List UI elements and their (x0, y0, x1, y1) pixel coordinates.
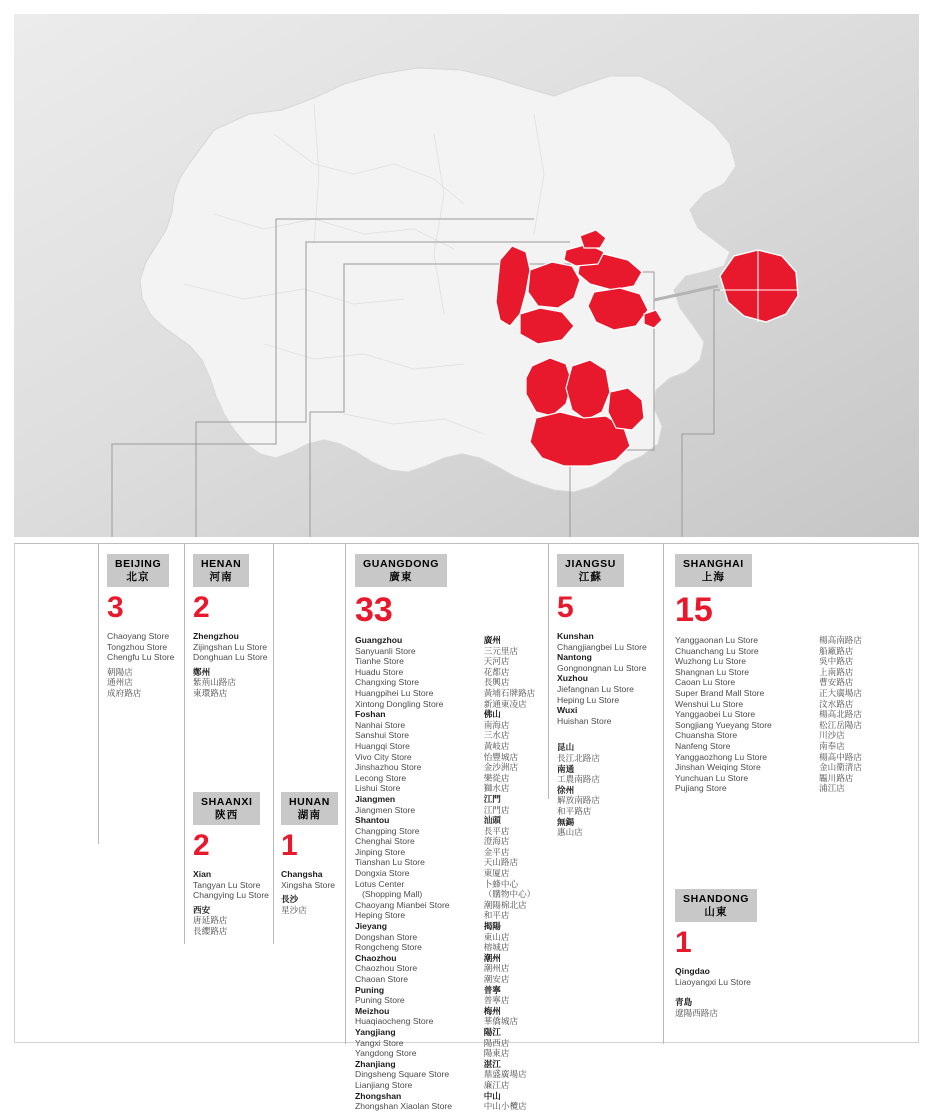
list-item-city: 昆山 (557, 742, 575, 753)
store-list-shanghai-en (675, 635, 805, 794)
column-shanghai (675, 554, 905, 794)
province-tag-guangdong-cn: 廣東 (389, 571, 413, 583)
store-count-jiangsu: 5 (557, 591, 574, 624)
list-item: Huangqi Store (355, 740, 410, 751)
store-list-jiangsu-en (557, 631, 661, 726)
list-item: 黃埔石牌路店 (483, 687, 536, 698)
list-item: Pujiang Store (675, 783, 727, 794)
list-item: Shangnan Lu Store (675, 666, 750, 677)
list-item: 黃岐店 (483, 740, 510, 751)
list-item: Chaoyang Store (107, 631, 170, 641)
list-item-city: Zhanjiang (355, 1058, 396, 1069)
store-list-shandong (675, 966, 795, 987)
divider-jiangsu-left (548, 544, 549, 799)
list-item: 楊高北路店 (819, 709, 862, 720)
list-item: Chaoyang Mianbei Store (355, 899, 450, 910)
list-item-city: 湛江 (483, 1058, 501, 1069)
list-item: 星沙店 (281, 904, 307, 915)
list-item: 朝陽店 (107, 666, 133, 677)
list-item: Songjiang Yueyang Store (675, 719, 772, 730)
list-item: Caoan Lu Store (675, 677, 736, 688)
column-shandong (675, 889, 795, 1018)
list-item: Wuzhong Lu Store (675, 656, 747, 667)
store-list-hunan-cn (281, 894, 343, 915)
list-item: Yanggaozhong Lu Store (675, 751, 768, 762)
column-shaanxi (193, 792, 273, 937)
list-item: Yanggaobei Lu Store (675, 709, 756, 720)
list-item: Chuansha Store (675, 730, 738, 741)
province-tag-guangdong-en: GUANGDONG (363, 558, 439, 570)
list-item-city: Zhengzhou (193, 631, 239, 641)
list-item: 吳中路店 (819, 656, 854, 667)
store-count-shaanxi: 2 (193, 829, 210, 862)
list-item: 三元里店 (483, 645, 519, 656)
list-item: 遼陽西路店 (675, 1007, 718, 1018)
divider-beijing-left (98, 544, 99, 844)
list-item: 江門店 (483, 804, 510, 815)
list-item: Liaoyangxi Lu Store (675, 976, 751, 987)
list-item: 汶水路店 (819, 698, 854, 709)
province-tag-shanghai-cn: 上海 (701, 571, 726, 583)
list-item: 東環路店 (193, 687, 228, 698)
province-tag-shandong-cn: 山東 (704, 906, 728, 918)
list-item-city: Shantou (355, 815, 390, 826)
list-item: 通州店 (107, 677, 133, 688)
list-item: 陽西店 (483, 1037, 510, 1048)
list-item-city: 中山 (483, 1090, 501, 1101)
list-item: Donghuan Lu Store (193, 652, 268, 663)
store-list-henan (193, 631, 273, 663)
list-item: Huaqiaocheng Store (355, 1016, 434, 1027)
list-item: Chuanchang Lu Store (675, 645, 759, 656)
list-item: Lecong Store (355, 772, 407, 783)
list-item: 鼎盛廣場店 (483, 1069, 527, 1080)
list-item: 獅水店 (483, 783, 510, 794)
list-item: Vivo City Store (355, 751, 412, 762)
province-tag-henan-en: HENAN (201, 558, 242, 570)
list-item: Puning Store (355, 995, 405, 1006)
list-item: 東山店 (483, 931, 510, 942)
province-tag-beijing (107, 554, 169, 587)
list-item: Changying Lu Store (193, 890, 269, 901)
province-tag-shandong (675, 889, 757, 922)
list-item: Yangdong Store (355, 1048, 417, 1059)
list-item: Huangpihei Lu Store (355, 687, 434, 698)
list-item: Lianjiang Store (355, 1079, 413, 1090)
divider-shaanxi-left (184, 784, 185, 944)
list-item-city: Wuxi (557, 705, 578, 716)
list-item-city: 青島 (675, 997, 693, 1008)
list-item-city: Jiangmen (355, 793, 396, 804)
list-item: Nanfeng Store (675, 740, 731, 751)
list-item: 解放南路店 (557, 795, 600, 806)
list-item: 上南路店 (819, 666, 854, 677)
list-item: （購物中心） (483, 889, 536, 900)
list-item: 潮安店 (483, 974, 510, 984)
list-item-city: Guangzhou (355, 635, 403, 645)
list-item: 金平店 (483, 846, 510, 857)
list-item: Jinping Store (355, 846, 406, 857)
list-item: 卜蜂中心 (483, 878, 519, 889)
list-item: 廉江店 (483, 1079, 510, 1090)
list-item: 三水店 (483, 730, 510, 741)
list-item: 潮州店 (483, 963, 510, 974)
list-item-city: 江門 (483, 793, 501, 804)
list-item: 曹安路店 (819, 677, 854, 688)
list-item-city: Chaozhou (355, 952, 397, 963)
list-item: Wenshui Lu Store (675, 698, 744, 709)
list-item: Dongshan Store (355, 931, 418, 942)
province-tag-guangdong (355, 554, 447, 587)
column-hunan (281, 792, 343, 915)
store-list-guangdong-cn (484, 635, 545, 1112)
list-item: Zijingshan Lu Store (193, 641, 268, 652)
list-item-city: Yangjiang (355, 1026, 396, 1037)
store-list-guangdong-en (355, 635, 470, 1112)
province-tag-henan-cn: 河南 (209, 571, 233, 583)
list-item-city: 佛山 (483, 709, 501, 720)
list-item: (Shopping Mall) (362, 889, 423, 900)
province-tag-jiangsu (557, 554, 624, 587)
store-list-beijing (107, 631, 185, 663)
list-item: 華僑城店 (483, 1016, 519, 1027)
list-item: Zhongshan Xiaolan Store (355, 1101, 452, 1112)
divider-shanghai-left (663, 544, 664, 1044)
list-item-city: 陽江 (483, 1026, 501, 1037)
list-item: Changjiangbei Lu Store (557, 641, 647, 652)
province-tag-shanghai-en: SHANGHAI (683, 558, 744, 570)
list-item: Nanhai Store (355, 719, 406, 730)
list-item: 松江岳陽店 (819, 719, 862, 730)
province-tag-beijing-cn: 北京 (126, 571, 150, 583)
list-item-city: 無錫 (557, 816, 575, 827)
province-tag-shandong-en: SHANDONG (683, 893, 750, 905)
store-count-henan: 2 (193, 591, 210, 624)
province-tag-jiangsu-en: JIANGSU (565, 558, 616, 570)
list-item: 中山小欖店 (483, 1101, 527, 1112)
list-item: 潮陽棉北店 (483, 899, 527, 910)
list-item: 工農南路店 (557, 774, 600, 785)
list-item: Changxing Store (355, 677, 420, 688)
list-item-city: 徐州 (557, 784, 575, 795)
list-item: 楊高中路店 (819, 751, 862, 762)
province-tag-henan (193, 554, 249, 587)
province-tag-beijing-en: BEIJING (115, 558, 162, 570)
list-item-city: Jieyang (355, 921, 388, 932)
list-item-city: 潮州 (483, 952, 501, 963)
list-item: 南海店 (483, 719, 510, 730)
list-item: 和平店 (483, 910, 510, 921)
list-item: Tongzhou Store (107, 641, 168, 652)
store-list-shaanxi-cn (193, 905, 273, 937)
store-list-hunan (281, 869, 343, 890)
list-item: Jiangmen Store (355, 804, 416, 815)
list-item: Jinshan Weiqing Store (675, 762, 761, 773)
list-item: 長江北路店 (557, 752, 600, 763)
list-item: Chaozhou Store (355, 963, 418, 974)
list-item: 陽東店 (483, 1048, 510, 1059)
store-list-jiangsu-cn (557, 742, 661, 837)
list-item: Yangxi Store (355, 1037, 404, 1048)
province-tag-hunan-cn: 湖南 (297, 809, 322, 821)
list-item: 正大廣場店 (819, 687, 862, 698)
list-item: 浦江店 (819, 783, 845, 794)
list-item: 唐延路店 (193, 915, 228, 926)
list-item-city: Xian (193, 869, 212, 879)
list-item: 長纓路店 (193, 925, 228, 936)
list-item: 樂從店 (483, 772, 510, 783)
list-item-city: Meizhou (355, 1005, 390, 1016)
list-item-city: Foshan (355, 709, 386, 720)
list-item: Sanyuanli Store (355, 645, 416, 656)
list-item: Huishan Store (557, 715, 612, 726)
china-map-svg (14, 14, 919, 537)
list-item: 船廠路店 (819, 645, 854, 656)
store-count-guangdong: 33 (355, 591, 393, 629)
list-item: Lishui Store (355, 783, 401, 794)
list-item-city: Xuzhou (557, 673, 589, 684)
list-item-city: 南通 (557, 763, 575, 774)
province-tag-shaanxi-cn: 陝西 (215, 809, 239, 821)
list-item-city: 廣州 (483, 635, 501, 645)
list-item: 南奉店 (819, 740, 845, 751)
province-tag-shanghai (675, 554, 752, 587)
list-item: 金山衛清店 (819, 762, 862, 773)
list-item-city: 揭陽 (483, 921, 501, 932)
store-list-shanghai-cn (819, 635, 899, 794)
list-item: Dingsheng Square Store (355, 1069, 450, 1080)
divider-hunan-left (273, 544, 274, 944)
column-jiangsu (557, 554, 661, 838)
store-legend (14, 543, 919, 1112)
store-list-shaanxi (193, 869, 273, 901)
list-item: Xingsha Store (281, 879, 335, 890)
list-item: 川沙店 (819, 730, 845, 741)
list-item: 長興店 (483, 677, 510, 688)
list-item-city: Kunshan (557, 631, 594, 641)
list-item: 花都店 (483, 666, 510, 677)
store-count-shandong: 1 (675, 926, 692, 959)
list-item: 金沙洲店 (483, 762, 519, 773)
list-item: 天河店 (483, 656, 510, 667)
list-item: 楊高南路店 (819, 635, 862, 645)
list-item-city: Zhongshan (355, 1090, 402, 1101)
store-list-shandong-cn (675, 997, 795, 1018)
column-henan (193, 554, 273, 699)
column-guangdong (355, 554, 545, 1112)
list-item: Chenghai Store (355, 836, 415, 847)
list-item: Yanggaonan Lu Store (675, 635, 758, 645)
list-item: Heping Lu Store (557, 694, 620, 705)
list-item-city: Qingdao (675, 966, 710, 976)
list-item: Rongcheng Store (355, 942, 422, 953)
list-item: 東厦店 (483, 868, 510, 879)
list-item: Huadu Store (355, 666, 404, 677)
list-item: Jiefangnan Lu Store (557, 683, 634, 694)
list-item: 成府路店 (107, 687, 142, 698)
list-item: 澄海店 (483, 836, 510, 847)
list-item: 惠山店 (557, 827, 583, 838)
list-item-city: 梅州 (483, 1005, 501, 1016)
list-item: Xintong Dongling Store (355, 698, 444, 709)
province-tag-hunan-en: HUNAN (289, 796, 330, 808)
store-list-beijing-cn (107, 667, 185, 699)
divider-guangdong-left (345, 544, 346, 1044)
list-item-city: 普寧 (483, 984, 501, 995)
list-item-city: 西安 (193, 904, 211, 915)
list-item-city: 汕頭 (483, 815, 501, 826)
store-list-henan-cn (193, 667, 273, 699)
list-item: Heping Store (355, 910, 406, 921)
province-tag-shaanxi (193, 792, 260, 825)
list-item: 怡豐城店 (483, 751, 519, 762)
column-beijing (107, 554, 185, 699)
list-item-city: 長沙 (281, 894, 299, 905)
list-item: 普寧店 (483, 995, 510, 1006)
province-tag-shaanxi-en: SHAANXI (201, 796, 253, 808)
list-item: Chengfu Lu Store (107, 652, 175, 663)
list-item: 和平路店 (557, 805, 592, 816)
list-item-city: Changsha (281, 869, 323, 879)
list-item: Jinshazhou Store (355, 762, 422, 773)
list-item: Gongnongnan Lu Store (557, 662, 647, 673)
list-item: Changping Store (355, 825, 420, 836)
list-item: 韞川路店 (819, 772, 854, 783)
list-item: Lotus Center (355, 878, 405, 889)
list-item: 新通東凌店 (483, 698, 527, 709)
list-item: Tianhe Store (355, 656, 404, 667)
list-item-city: Nantong (557, 652, 592, 663)
list-item: 紫荊山路店 (193, 677, 236, 688)
list-item: Dongxia Store (355, 868, 410, 879)
list-item: 榕城店 (483, 942, 510, 953)
list-item: Chaoan Store (355, 974, 409, 984)
list-item-city: 鄭州 (193, 666, 211, 677)
list-item: Tangyan Lu Store (193, 879, 261, 890)
list-item: Super Brand Mall Store (675, 687, 765, 698)
province-tag-hunan (281, 792, 338, 825)
list-item: Sanshui Store (355, 730, 409, 741)
list-item: Tianshan Lu Store (355, 857, 425, 868)
store-count-shanghai: 15 (675, 591, 713, 629)
list-item: 天山路店 (483, 857, 519, 868)
province-tag-jiangsu-cn: 江蘇 (578, 571, 603, 583)
list-item-city: Puning (355, 984, 385, 995)
list-item: 長平店 (483, 825, 510, 836)
store-count-hunan: 1 (281, 829, 298, 862)
list-item: Yunchuan Lu Store (675, 772, 749, 783)
china-map-panel (14, 14, 919, 537)
store-count-beijing: 3 (107, 591, 124, 624)
